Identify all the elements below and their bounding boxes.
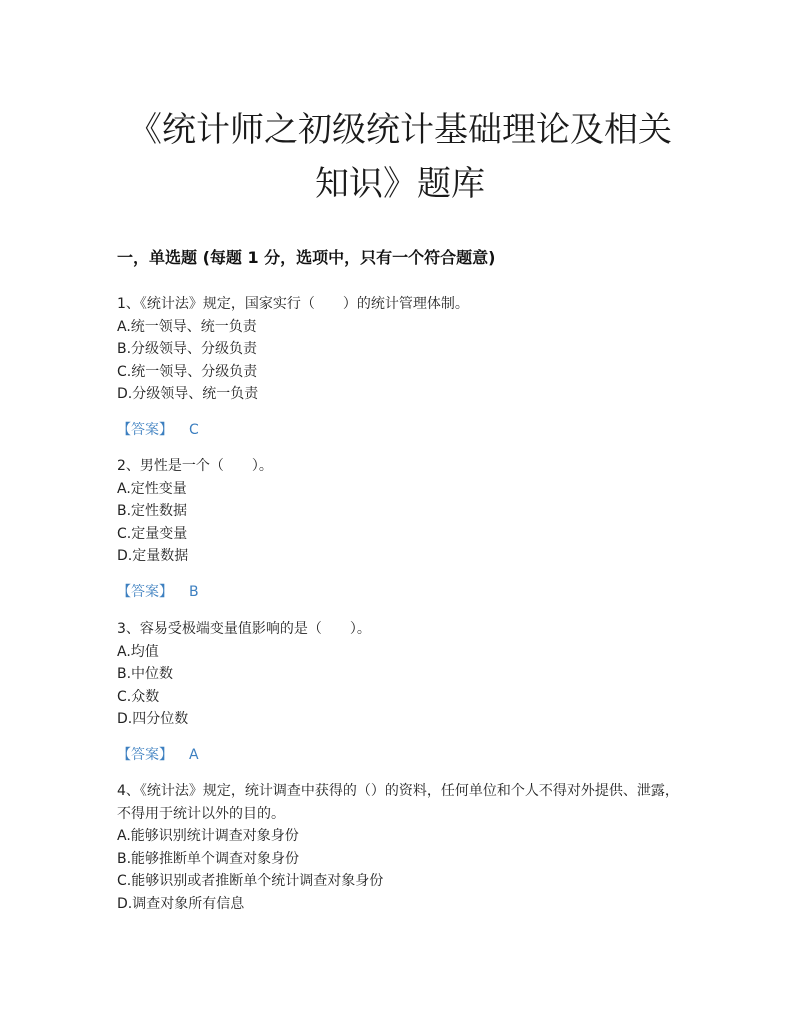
option-a: A.统一领导、统一负责 — [117, 318, 257, 335]
option-d: D.调查对象所有信息 — [117, 895, 245, 912]
question-3 — [117, 618, 687, 731]
option-b: B.中位数 — [117, 666, 174, 682]
section-heading: 一，单选题 (每题 1 分，选项中，只有一个符合题意) — [117, 248, 496, 267]
answer-label: 【答案】 — [117, 584, 173, 600]
option-c: C.能够识别或者推断单个统计调查对象身份 — [117, 873, 384, 889]
option-c: C.众数 — [117, 688, 160, 705]
question-1 — [117, 293, 687, 406]
option-b: B.定性数据 — [117, 503, 188, 519]
option-a: A.定性变量 — [117, 480, 187, 497]
answer-label: 【答案】 — [117, 422, 173, 438]
answer-value: C — [189, 422, 199, 438]
document-title-line-1: 《统计师之初级统计基础理论及相关 — [128, 110, 672, 150]
option-a: A.能够识别统计调查对象身份 — [117, 828, 299, 844]
option-d: D.分级领导、统一负责 — [117, 386, 259, 402]
answer-2 — [117, 581, 199, 603]
answer-3 — [117, 744, 199, 766]
question-stem: 1、《统计法》规定，国家实行（ ）的统计管理体制。 — [117, 296, 469, 312]
option-b: B.分级领导、分级负责 — [117, 341, 258, 357]
question-2 — [117, 455, 687, 568]
option-d: D.定量数据 — [117, 548, 189, 564]
answer-value: B — [189, 584, 199, 600]
question-stem: 2、男性是一个（ ）。 — [117, 458, 273, 474]
answer-value: A — [189, 747, 199, 763]
option-c: C.定量变量 — [117, 525, 188, 542]
option-d: D.四分位数 — [117, 711, 189, 727]
option-b: B.能够推断单个调查对象身份 — [117, 850, 300, 867]
answer-label: 【答案】 — [117, 747, 173, 763]
answer-1 — [117, 419, 199, 441]
document-title — [100, 103, 700, 211]
document-title-line-2: 知识》题库 — [315, 164, 485, 204]
option-c: C.统一领导、分级负责 — [117, 363, 258, 380]
question-4 — [117, 780, 687, 915]
option-a: A.均值 — [117, 643, 159, 660]
question-stem: 3、容易受极端变量值影响的是（ ）。 — [117, 621, 371, 637]
question-stem: 4、《统计法》规定，统计调查中获得的（）的资料，任何单位和个人不得对外提供、泄露，不得用于统计以外的目的。 — [117, 783, 679, 822]
